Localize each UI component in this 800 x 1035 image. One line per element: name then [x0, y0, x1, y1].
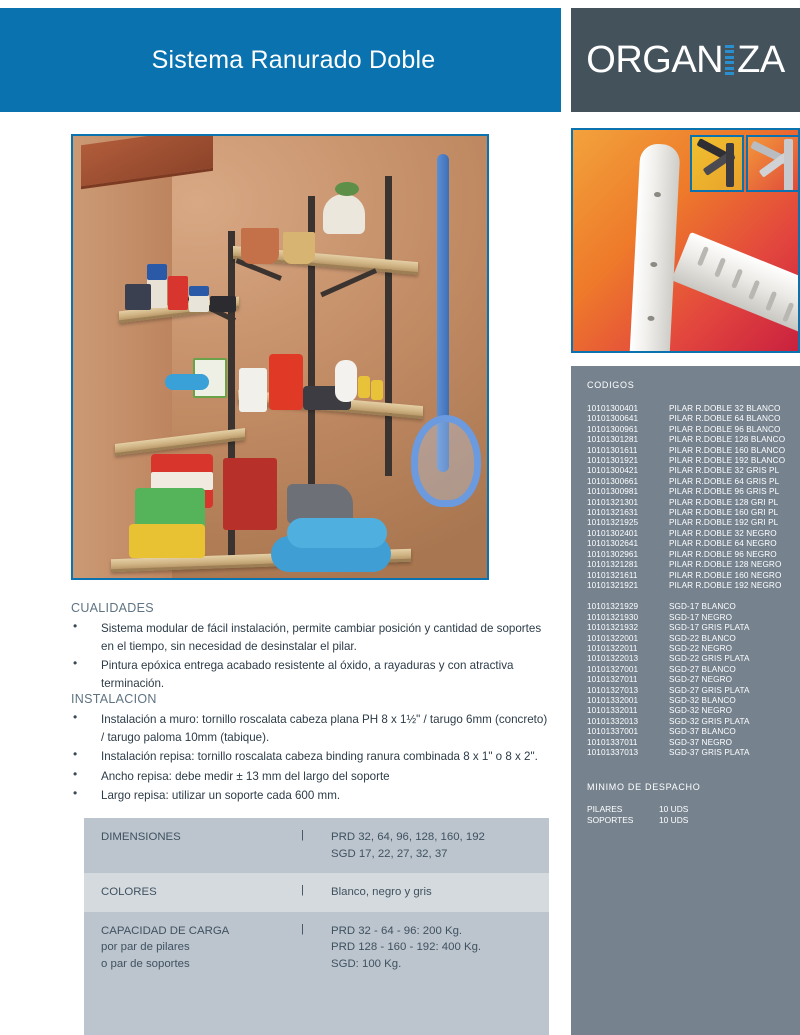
code-description: PILAR R.DOBLE 64 BLANCO	[669, 414, 781, 424]
code-number: 10101322013	[587, 654, 639, 664]
photo-item	[168, 276, 188, 310]
code-description: PILAR R.DOBLE 64 NEGRO	[669, 539, 777, 549]
instalacion-item-text: • Instalación a muro: tornillo roscalata cabeza plana PH 8 x 1½" / tarugo 6mm (concreto) / tarugo paloma 10mm (tabique).	[101, 713, 548, 744]
code-row	[587, 696, 800, 706]
code-description: PILAR R.DOBLE 96 BLANCO	[669, 424, 781, 434]
detail-inset-black-bracket	[690, 135, 744, 192]
code-number: 10101321921	[587, 580, 639, 590]
code-row	[587, 644, 800, 654]
instalacion-heading: INSTALACION	[71, 692, 157, 706]
code-number: 10101321930	[587, 612, 639, 622]
list-item	[71, 657, 549, 692]
spec-value: Blanco, negro y gris	[331, 886, 432, 898]
code-row	[587, 560, 800, 570]
code-row	[587, 404, 800, 414]
list-item	[71, 711, 549, 746]
codigos-group-pilares	[587, 404, 800, 591]
photo-item	[239, 368, 267, 412]
codigos-title: CODIGOS	[587, 380, 635, 390]
detail-diagonal-rail	[671, 232, 800, 340]
code-row	[587, 634, 800, 644]
slotted-rail-icon	[725, 45, 734, 75]
code-row	[587, 435, 800, 445]
code-row	[587, 675, 800, 685]
code-row	[587, 446, 800, 456]
code-number: 10101337013	[587, 748, 639, 757]
code-description: SGD-37 NEGRO	[669, 737, 733, 747]
photo-item	[125, 284, 151, 310]
photo-post	[385, 176, 392, 476]
minimo-value: 10 UDS	[659, 804, 689, 815]
minimo-label: PILARES	[587, 804, 623, 815]
photo-item	[210, 296, 236, 312]
code-description: SGD-17 BLANCO	[669, 602, 736, 612]
cualidades-item-text: • Pintura epóxica entrega acabado resistente al óxido, a rayaduras y con atractiva terminación.	[101, 659, 514, 690]
cualidades-list	[71, 620, 549, 694]
code-number: 10101300961	[587, 424, 639, 434]
code-number: 10101327001	[587, 664, 639, 674]
photo-item	[283, 232, 315, 264]
photo-item	[323, 194, 365, 234]
table-row	[84, 818, 549, 873]
code-row	[587, 477, 800, 487]
instalacion-item-text: • Largo repisa: utilizar un soporte cada 600 mm.	[101, 789, 341, 802]
code-number: 10101300641	[587, 414, 639, 424]
codigos-group-soportes	[587, 602, 800, 758]
code-description: PILAR R.DOBLE 32 BLANCO	[669, 404, 781, 413]
code-description: PILAR R.DOBLE 96 GRIS PL	[669, 487, 780, 497]
code-description: PILAR R.DOBLE 32 GRIS PL	[669, 466, 780, 476]
main-product-photo	[71, 134, 489, 580]
code-description: SGD-32 NEGRO	[669, 706, 733, 716]
codigos-group-gap	[587, 591, 800, 602]
code-number: 10101337001	[587, 727, 639, 737]
minimo-row	[587, 815, 800, 826]
spec-separator: |	[301, 884, 304, 896]
code-row	[587, 613, 800, 623]
code-description: PILAR R.DOBLE 160 GRI PL	[669, 508, 779, 518]
code-row	[587, 602, 800, 612]
code-row	[587, 539, 800, 549]
code-number: 10101321929	[587, 602, 639, 612]
detail-product-photo	[571, 128, 800, 353]
spec-value: PRD 32, 64, 96, 128, 160, 192 SGD 17, 22, 27, 32, 37	[331, 831, 485, 860]
logo-text-left: ORGAN	[586, 39, 724, 81]
code-row	[587, 550, 800, 560]
code-number: 10101337011	[587, 737, 638, 747]
code-number: 10101302401	[587, 528, 639, 538]
code-row	[587, 466, 800, 476]
code-row	[587, 425, 800, 435]
code-description: SGD-17 GRIS PLATA	[669, 623, 750, 633]
spec-label: CAPACIDAD DE CARGA por par de pilares o par de soportes	[101, 924, 230, 970]
header-banner	[0, 8, 561, 112]
code-number: 10101300981	[587, 487, 639, 497]
code-row	[587, 727, 800, 737]
code-number: 10101321932	[587, 623, 639, 633]
code-number: 10101321301	[587, 497, 639, 507]
code-description: PILAR R.DOBLE 64 GRIS PL	[669, 476, 780, 486]
spec-label: DIMENSIONES	[101, 831, 181, 843]
code-description: PILAR R.DOBLE 160 NEGRO	[669, 570, 782, 580]
list-item	[71, 748, 549, 766]
spec-separator: |	[301, 922, 304, 935]
code-row	[587, 518, 800, 528]
code-description: SGD-32 BLANCO	[669, 695, 736, 705]
minimo-value: 10 UDS	[659, 815, 689, 826]
code-number: 10101300661	[587, 476, 639, 486]
code-row	[587, 414, 800, 424]
photo-item	[129, 524, 205, 558]
code-row	[587, 706, 800, 716]
photo-item	[165, 374, 209, 390]
code-row	[587, 498, 800, 508]
brand-logo	[571, 8, 800, 112]
list-item	[71, 768, 549, 786]
code-row	[587, 487, 800, 497]
code-number: 10101332013	[587, 716, 639, 726]
code-number: 10101300421	[587, 466, 639, 476]
table-row	[84, 873, 549, 912]
spec-separator: |	[301, 829, 304, 841]
minimo-row	[587, 804, 800, 815]
minimo-rows	[587, 804, 800, 826]
code-row	[587, 456, 800, 466]
code-description: PILAR R.DOBLE 96 NEGRO	[669, 549, 777, 559]
code-number: 10101332001	[587, 695, 639, 705]
code-number: 10101300401	[587, 404, 639, 413]
code-description: SGD-37 GRIS PLATA	[669, 748, 750, 757]
code-number: 10101322001	[587, 633, 639, 643]
code-description: PILAR R.DOBLE 128 GRI PL	[669, 497, 779, 507]
code-number: 10101301921	[587, 456, 639, 466]
code-description: SGD-37 BLANCO	[669, 727, 736, 737]
photo-item	[189, 286, 209, 296]
code-description: PILAR R.DOBLE 192 BLANCO	[669, 456, 786, 466]
code-row	[587, 508, 800, 518]
photo-item	[147, 264, 167, 280]
cualidades-heading: CUALIDADES	[71, 601, 154, 615]
code-number: 10101327011	[587, 675, 638, 685]
photo-item	[223, 458, 277, 530]
codigos-panel	[571, 366, 800, 1035]
cualidades-item-text: • Sistema modular de fácil instalación, permite cambiar posición y cantidad de soportes en el tiempo, sin necesidad de desinstalar el pilar.	[101, 622, 542, 653]
code-description: SGD-17 NEGRO	[669, 612, 733, 622]
code-description: SGD-27 BLANCO	[669, 664, 736, 674]
instalacion-item-text: • Instalación repisa: tornillo roscalata cabeza binding ranura combinada 8 x 1" o 8 x 2".	[101, 750, 538, 763]
photo-item	[335, 182, 359, 196]
photo-item	[335, 360, 357, 402]
spec-label: COLORES	[101, 886, 157, 898]
code-description: SGD-27 GRIS PLATA	[669, 685, 750, 695]
code-description: SGD-22 BLANCO	[669, 633, 736, 643]
code-number: 10101321631	[587, 508, 639, 518]
spec-value: PRD 32 - 64 - 96: 200 Kg. PRD 128 - 160 - 192: 400 Kg. SGD: 100 Kg.	[331, 924, 482, 970]
photo-pool-net	[411, 415, 481, 507]
code-description: PILAR R.DOBLE 192 GRI PL	[669, 518, 779, 528]
photo-item	[269, 354, 303, 410]
code-number: 10101321281	[587, 560, 639, 570]
logo-text-right: ZA	[737, 39, 785, 81]
code-description: SGD-22 GRIS PLATA	[669, 654, 750, 664]
code-row	[587, 717, 800, 727]
code-description: PILAR R.DOBLE 160 BLANCO	[669, 445, 786, 455]
code-description: PILAR R.DOBLE 192 NEGRO	[669, 580, 782, 590]
code-number: 10101302961	[587, 549, 639, 559]
list-item	[71, 787, 549, 805]
photo-item	[241, 228, 279, 264]
table-filler	[84, 983, 549, 1035]
code-description: SGD-27 NEGRO	[669, 675, 733, 685]
code-row	[587, 738, 800, 748]
specifications-table	[84, 818, 549, 1035]
code-row	[587, 665, 800, 675]
code-number: 10101302641	[587, 539, 639, 549]
code-row	[587, 748, 800, 758]
code-row	[587, 654, 800, 664]
code-row	[587, 529, 800, 539]
page-title: Sistema Ranurado Doble	[151, 45, 436, 74]
code-number: 10101301611	[587, 445, 638, 455]
detail-vertical-rail	[629, 143, 680, 353]
code-row	[587, 623, 800, 633]
code-number: 10101322011	[587, 643, 638, 653]
code-row	[587, 581, 800, 591]
code-number: 10101327013	[587, 685, 639, 695]
code-description: PILAR R.DOBLE 32 NEGRO	[669, 528, 777, 538]
code-row	[587, 686, 800, 696]
code-row	[587, 571, 800, 581]
instalacion-list	[71, 711, 549, 807]
code-number: 10101321611	[587, 570, 638, 580]
code-description: SGD-22 NEGRO	[669, 643, 733, 653]
detail-inset-silver-bracket	[746, 135, 800, 192]
minimo-label: SOPORTES	[587, 815, 634, 826]
code-number: 10101301281	[587, 435, 639, 445]
code-number: 10101321925	[587, 518, 639, 528]
code-description: SGD-32 GRIS PLATA	[669, 716, 750, 726]
photo-item	[358, 376, 370, 398]
minimo-title: MINIMO DE DESPACHO	[587, 782, 701, 793]
code-number: 10101332011	[587, 706, 638, 716]
photo-item	[287, 518, 387, 548]
table-row	[84, 912, 549, 984]
list-item	[71, 620, 549, 655]
instalacion-item-text: • Ancho repisa: debe medir ± 13 mm del largo del soporte	[101, 769, 390, 783]
code-description: PILAR R.DOBLE 128 NEGRO	[669, 560, 782, 570]
photo-item	[371, 380, 383, 400]
code-description: PILAR R.DOBLE 128 BLANCO	[669, 435, 786, 445]
